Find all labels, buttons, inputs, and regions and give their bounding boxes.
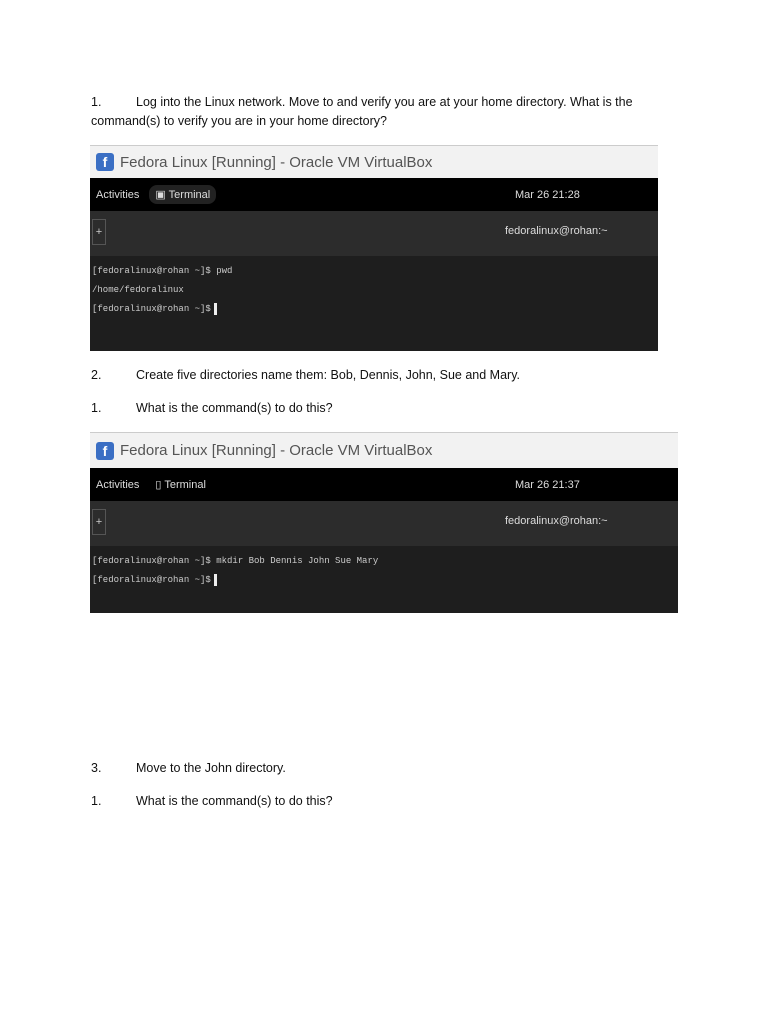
question-3: 3. Move to the John directory.: [91, 761, 286, 775]
new-tab-icon[interactable]: +: [92, 509, 106, 535]
terminal-header: [90, 501, 678, 546]
clock: Mar 26 21:28: [515, 188, 580, 201]
question-2: 2. Create five directories name them: Bob, Dennis, John, Sue and Mary.: [91, 368, 520, 382]
screenshot-mkdir: [90, 432, 678, 613]
terminal-title: fedoralinux@rohan:~: [505, 225, 608, 237]
gnome-top-bar: [90, 468, 678, 501]
window-title-bar: [90, 432, 678, 468]
activities-button[interactable]: Activities: [96, 478, 140, 491]
activities-button[interactable]: Activities: [96, 188, 140, 201]
terminal-app-button[interactable]: ▯ Terminal: [155, 479, 206, 491]
question-2-sub: 1. What is the command(s) to do this?: [91, 401, 333, 415]
cursor: [214, 574, 217, 586]
window-title: Fedora Linux [Running] - Oracle VM VirtualBox: [120, 442, 433, 459]
virtualbox-fedora-icon: f: [96, 442, 114, 460]
virtualbox-fedora-icon: f: [96, 153, 114, 171]
window-title-bar: [90, 145, 658, 178]
terminal-title: fedoralinux@rohan:~: [505, 515, 608, 527]
clock: Mar 26 21:37: [515, 478, 580, 491]
window-title: Fedora Linux [Running] - Oracle VM VirtualBox: [120, 153, 433, 171]
question-1: 1. Log into the Linux network. Move to and verify you are at your home directory. What is the command(s) to verify you are in your home directory?: [91, 95, 633, 128]
new-tab-icon[interactable]: +: [92, 219, 106, 245]
question-3-sub: 1. What is the command(s) to do this?: [91, 794, 333, 808]
terminal-app-button[interactable]: ▣ Terminal: [149, 185, 216, 204]
cursor: [214, 303, 217, 315]
terminal-output[interactable]: [fedoralinux@rohan ~]$ pwd /home/fedoralinux [fedoralinux@rohan ~]$: [90, 256, 658, 351]
terminal-header: [90, 211, 658, 256]
gnome-top-bar: [90, 178, 658, 211]
terminal-output[interactable]: [fedoralinux@rohan ~]$ mkdir Bob Dennis John Sue Mary [fedoralinux@rohan ~]$: [90, 546, 678, 613]
screenshot-pwd: [90, 145, 658, 351]
